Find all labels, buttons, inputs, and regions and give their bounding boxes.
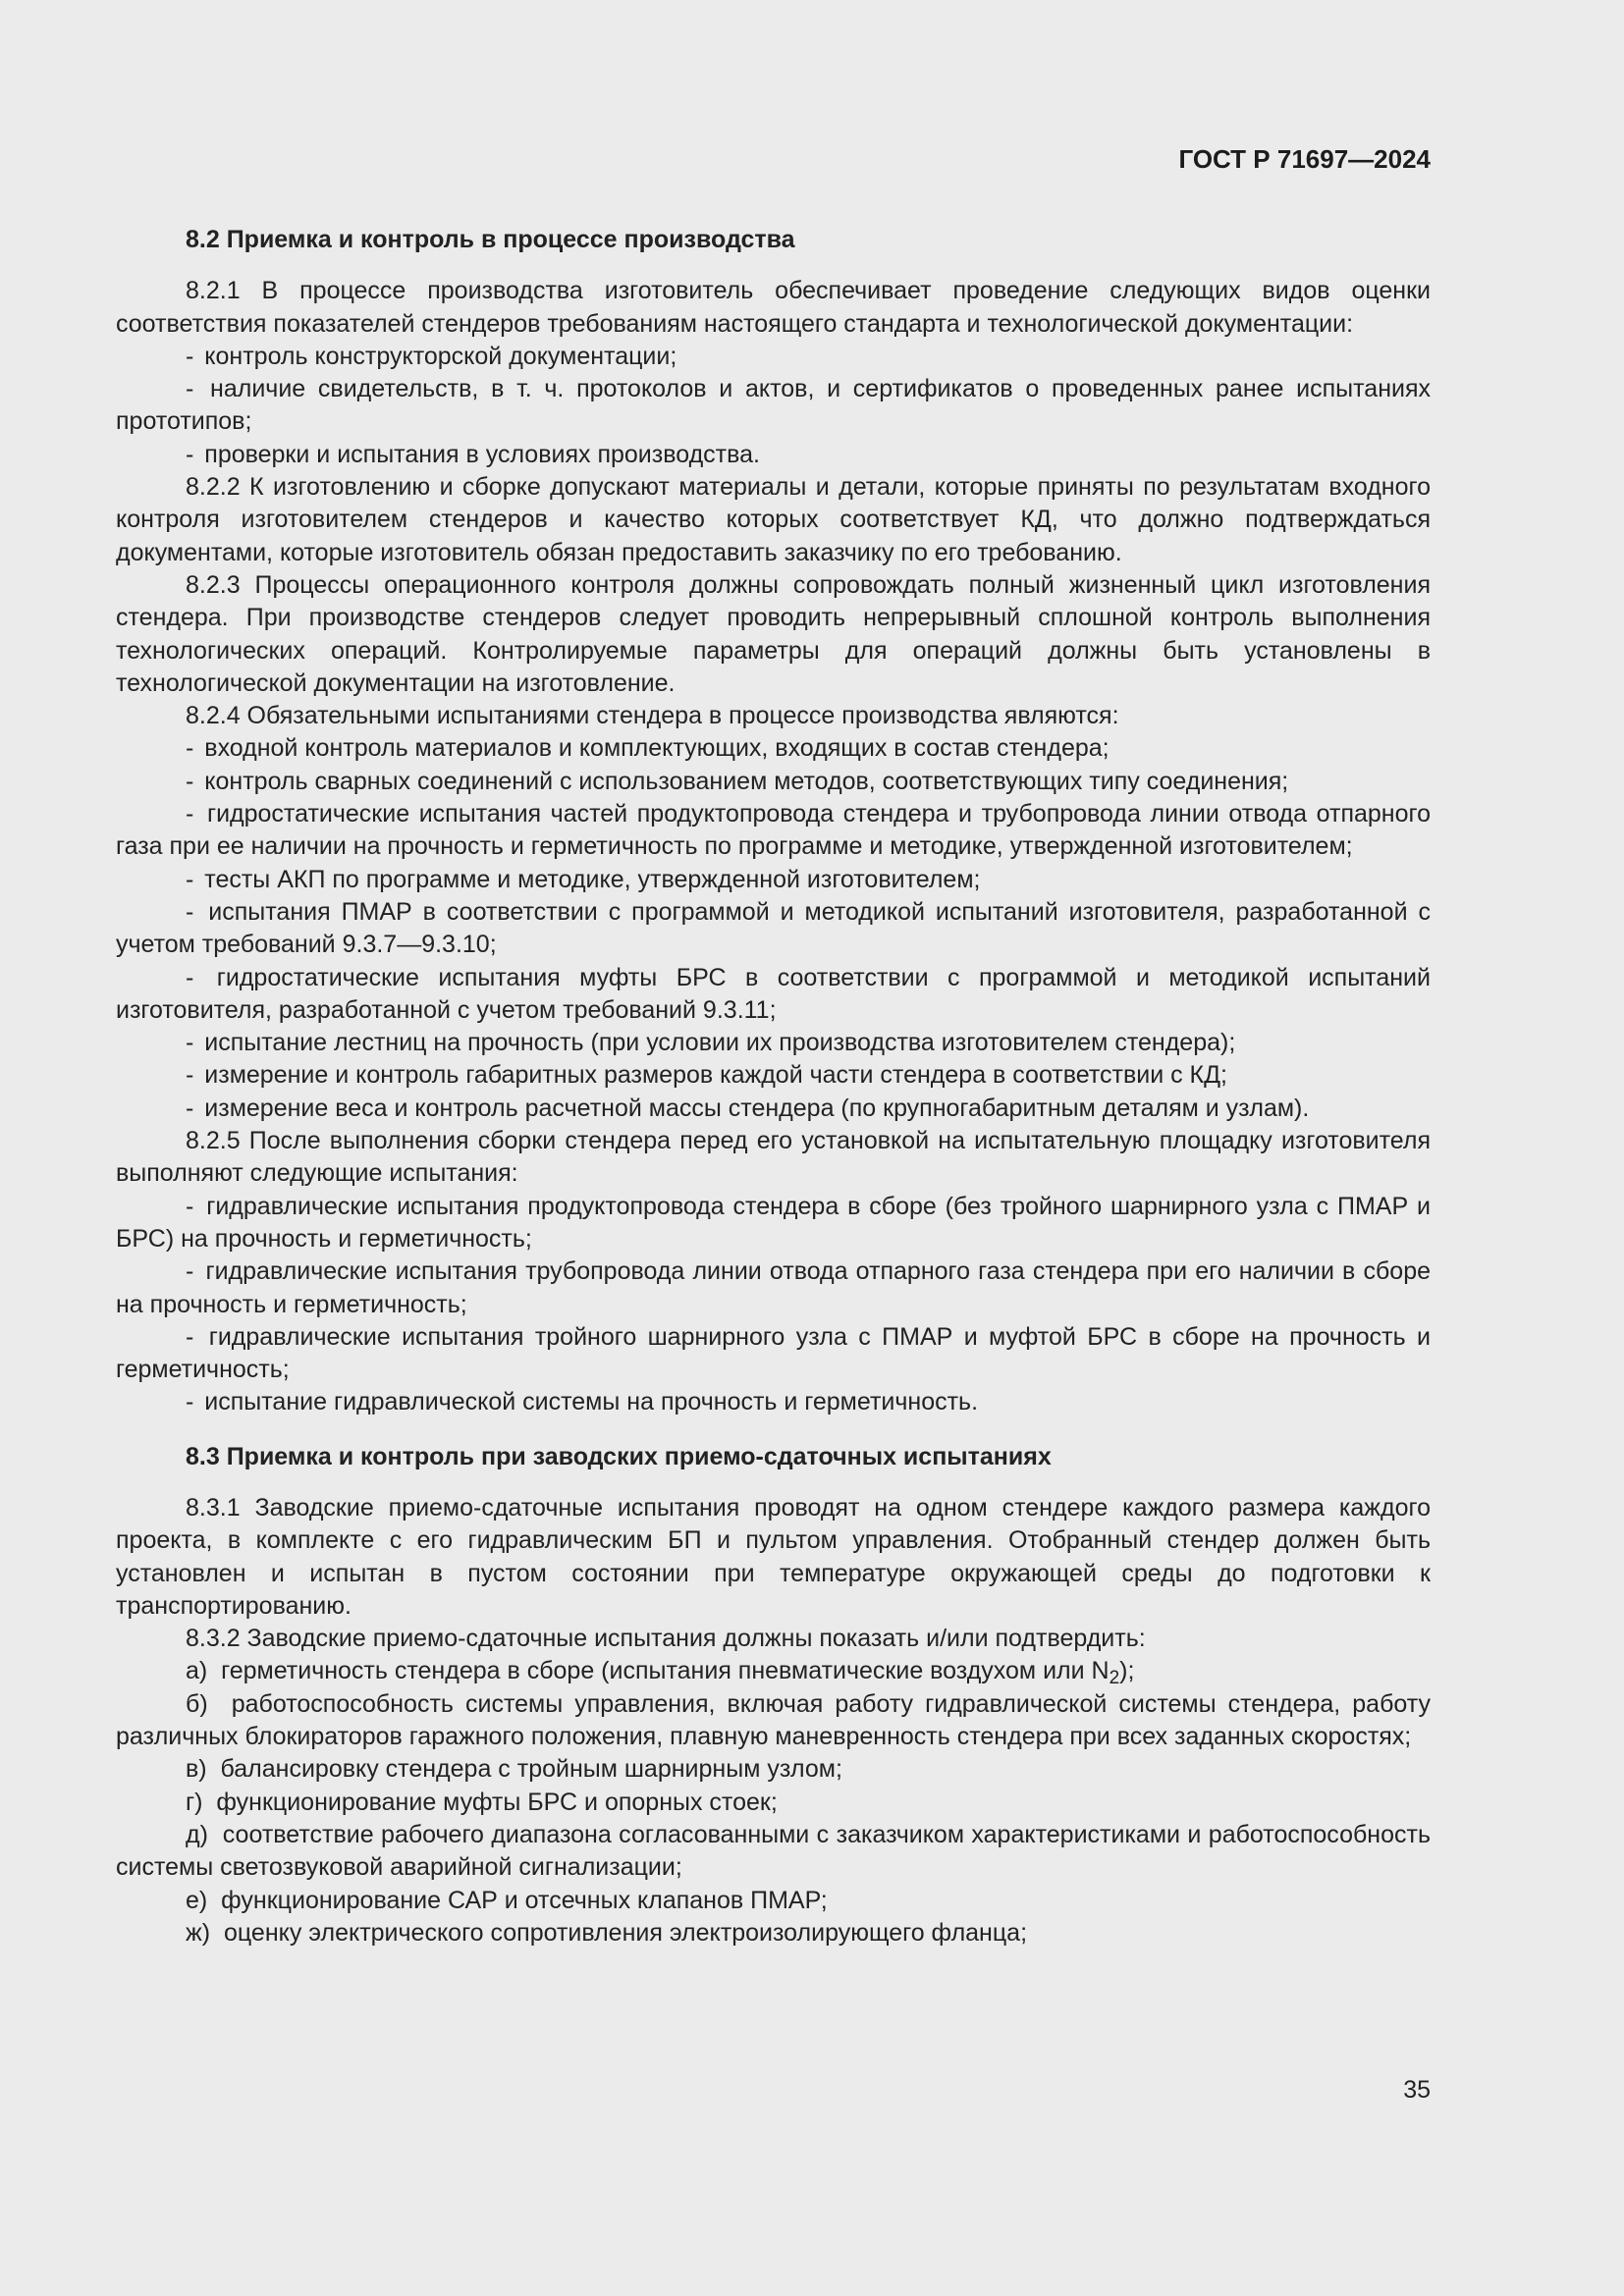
- paragraph-8-3-2: 8.3.2 Заводские приемо-сдаточные испытания должны показать и/или подтвердить:: [186, 1625, 1146, 1653]
- page-content: [116, 224, 1431, 1949]
- document-code: ГОСТ Р 71697—2024: [1178, 144, 1431, 174]
- list-item: - контроль сварных соединений с использованием методов, соответствующих типу соединения;: [186, 767, 1289, 795]
- paragraph-8-2-1: 8.2.1 В процессе производства изготовитель обеспечивает проведение следующих видов оценки соответствия показателей стендеров требованиям настоящего стандарта и технологической документации:: [116, 277, 1431, 338]
- list-item: - гидравлические испытания тройного шарнирного узла с ПМАР и муфтой БРС в сборе на прочность и герметичность;: [116, 1322, 1431, 1384]
- list-item: [116, 1787, 1431, 1819]
- list-item: - гидростатические испытания муфты БРС в соответствии с программой и методикой испытаний изготовителя, разработанной с учетом требований 9.3.11;: [116, 963, 1431, 1024]
- paragraph-8-2-5: 8.2.5 После выполнения сборки стендера перед его установкой на испытательную площадку изготовителя выполняют следующие испытания:: [116, 1127, 1431, 1188]
- list-item-text: контроль конструкторской документации;: [204, 342, 677, 370]
- list-item: [116, 1655, 1431, 1687]
- list-item-text: функционирование муфты БРС и опорных стоек;: [216, 1788, 778, 1816]
- list-item: - гидростатические испытания частей продуктопровода стендера и трубопровода линии отвода отпарного газа при ее наличии на прочность и герметичность по программе и методике, утвержденной изготовителем;: [116, 800, 1431, 861]
- page-number: 35: [1403, 2076, 1431, 2104]
- list-item: - испытания ПМАР в соответствии с программой и методикой испытаний изготовителя, разработанной с учетом требований 9.3.7—9.3.10;: [116, 897, 1431, 959]
- paragraph-8-2-2: 8.2.2 К изготовлению и сборке допускают материалы и детали, которые приняты по результатам входного контроля изготовителем стендеров и качество которых соответствует КД, что должно подтверждаться документами, которые изготовитель обязан предоставить заказчику по его требованию.: [116, 473, 1431, 566]
- list-item-text: оценку электрического сопротивления электроизолирующего фланца;: [223, 1918, 1028, 1947]
- list-item-text: работоспособность системы управления, включая работу гидравлической системы стендера, работу различных блокираторов гаражного положения, плавную маневренность стендера при всех заданных скоростях;: [116, 1689, 1431, 1751]
- list-item: [116, 1753, 1431, 1786]
- list-item-text: измерение веса и контроль расчетной массы стендера (по крупногабаритным деталям и узлам).: [204, 1094, 1310, 1122]
- list-item-text: герметичность стендера в сборе (испытания пневматические воздухом или N: [221, 1657, 1110, 1685]
- list-item-text: испытания ПМАР в соответствии с программой и методикой испытаний изготовителя, разработанной с учетом требований 9.3.7—9.3.10;: [116, 897, 1431, 959]
- list-item: [116, 1819, 1431, 1885]
- section-heading-8-3: 8.3 Приемка и контроль при заводских приемо-сдаточных испытаниях: [186, 1442, 1052, 1470]
- list-item-text: испытание лестниц на прочность (при условии их производства изготовителем стендера);: [204, 1029, 1236, 1057]
- list-item: - испытание гидравлической системы на прочность и герметичность.: [186, 1388, 979, 1416]
- list-item: - гидравлические испытания трубопровода линии отвода отпарного газа стендера при его наличии в сборе на прочность и герметичность;: [116, 1257, 1431, 1318]
- list-marker: е): [186, 1886, 208, 1914]
- paragraph-8-2-4: 8.2.4 Обязательными испытаниями стендера в процессе производства являются:: [186, 702, 1119, 730]
- list-item-text: входной контроль материалов и комплектующих, входящих в состав стендера;: [204, 734, 1110, 763]
- paragraph-8-3-1: 8.3.1 Заводские приемо-сдаточные испытания проводят на одном стендере каждого размера каждого проекта, в комплекте с его гидравлическим БП и пультом управления. Отобранный стендер должен быть установлен и испытан в пустом состоянии при температуре окружающей среды до подготовки к транспортированию.: [116, 1493, 1431, 1620]
- list-item-text: гидравлические испытания тройного шарнирного узла с ПМАР и муфтой БРС в сборе на прочность и герметичность;: [116, 1322, 1431, 1384]
- list-item-text: гидростатические испытания частей продуктопровода стендера и трубопровода линии отвода отпарного газа при ее наличии на прочность и герметичность по программе и методике, утвержденной изготовителем;: [116, 800, 1431, 861]
- list-item-tail: );: [1119, 1657, 1135, 1685]
- list-item: - проверки и испытания в условиях производства.: [186, 440, 760, 468]
- list-item-text: гидравлические испытания продуктопровода стендера в сборе (без тройного шарнирного узла с ПМАР и БРС) на прочность и герметичность;: [116, 1192, 1432, 1253]
- list-item-text: проверки и испытания в условиях производства.: [204, 440, 760, 468]
- list-item: [116, 1917, 1431, 1949]
- list-item-text: наличие свидетельств, в т. ч. протоколов и актов, и сертификатов о проведенных ранее испытаниях прототипов;: [116, 375, 1431, 436]
- list-item-text: контроль сварных соединений с использованием методов, соответствующих типу соединения;: [204, 767, 1289, 795]
- list-marker: д): [186, 1820, 208, 1848]
- list-item: [116, 1688, 1431, 1754]
- list-item-text: гидравлические испытания трубопровода линии отвода отпарного газа стендера при его наличии в сборе на прочность и герметичность;: [116, 1257, 1431, 1318]
- list-marker: а): [186, 1657, 208, 1685]
- list-item-text: гидростатические испытания муфты БРС в соответствии с программой и методикой испытаний изготовителя, разработанной с учетом требований 9.3.11;: [116, 963, 1431, 1024]
- list-marker: б): [186, 1689, 208, 1718]
- list-item-text: балансировку стендера с тройным шарнирным узлом;: [220, 1755, 842, 1784]
- list-item-text: соответствие рабочего диапазона согласованными с заказчиком характеристиками и работоспособность системы светозвуковой аварийной сигнализации;: [116, 1820, 1431, 1882]
- list-item: - измерение и контроль габаритных размеров каждой части стендера в соответствии с КД;: [186, 1061, 1227, 1090]
- list-item: - наличие свидетельств, в т. ч. протоколов и актов, и сертификатов о проведенных ранее испытаниях прототипов;: [116, 375, 1431, 436]
- list-item-text: функционирование САР и отсечных клапанов ПМАР;: [221, 1886, 828, 1914]
- list-item-text: измерение и контроль габаритных размеров каждой части стендера в соответствии с КД;: [204, 1061, 1227, 1090]
- list-marker: г): [186, 1788, 203, 1816]
- section-heading-8-2: 8.2 Приемка и контроль в процессе производства: [186, 226, 795, 253]
- list-marker: ж): [186, 1918, 211, 1947]
- list-item: [116, 1885, 1431, 1917]
- list-item-text: испытание гидравлической системы на прочность и герметичность.: [204, 1388, 979, 1416]
- subscript: 2: [1109, 1668, 1120, 1689]
- list-item: - тесты АКП по программе и методике, утвержденной изготовителем;: [186, 865, 981, 893]
- list-item: - измерение веса и контроль расчетной массы стендера (по крупногабаритным деталям и узлам).: [186, 1094, 1310, 1122]
- list-marker: в): [186, 1755, 207, 1784]
- list-item: - испытание лестниц на прочность (при условии их производства изготовителем стендера);: [186, 1029, 1236, 1057]
- paragraph-8-2-3: 8.2.3 Процессы операционного контроля должны сопровождать полный жизненный цикл изготовления стендера. При производстве стендеров следует проводить непрерывный сплошной контроль выполнения технологических операций. Контролируемые параметры для операций должны быть установлены в технологической документации на изготовление.: [116, 570, 1431, 697]
- list-item: - гидравлические испытания продуктопровода стендера в сборе (без тройного шарнирного узла с ПМАР и БРС) на прочность и герметичность;: [116, 1192, 1432, 1253]
- list-item: - контроль конструкторской документации;: [186, 342, 677, 370]
- list-item: - входной контроль материалов и комплектующих, входящих в состав стендера;: [186, 734, 1110, 763]
- list-item-text: тесты АКП по программе и методике, утвержденной изготовителем;: [204, 865, 981, 893]
